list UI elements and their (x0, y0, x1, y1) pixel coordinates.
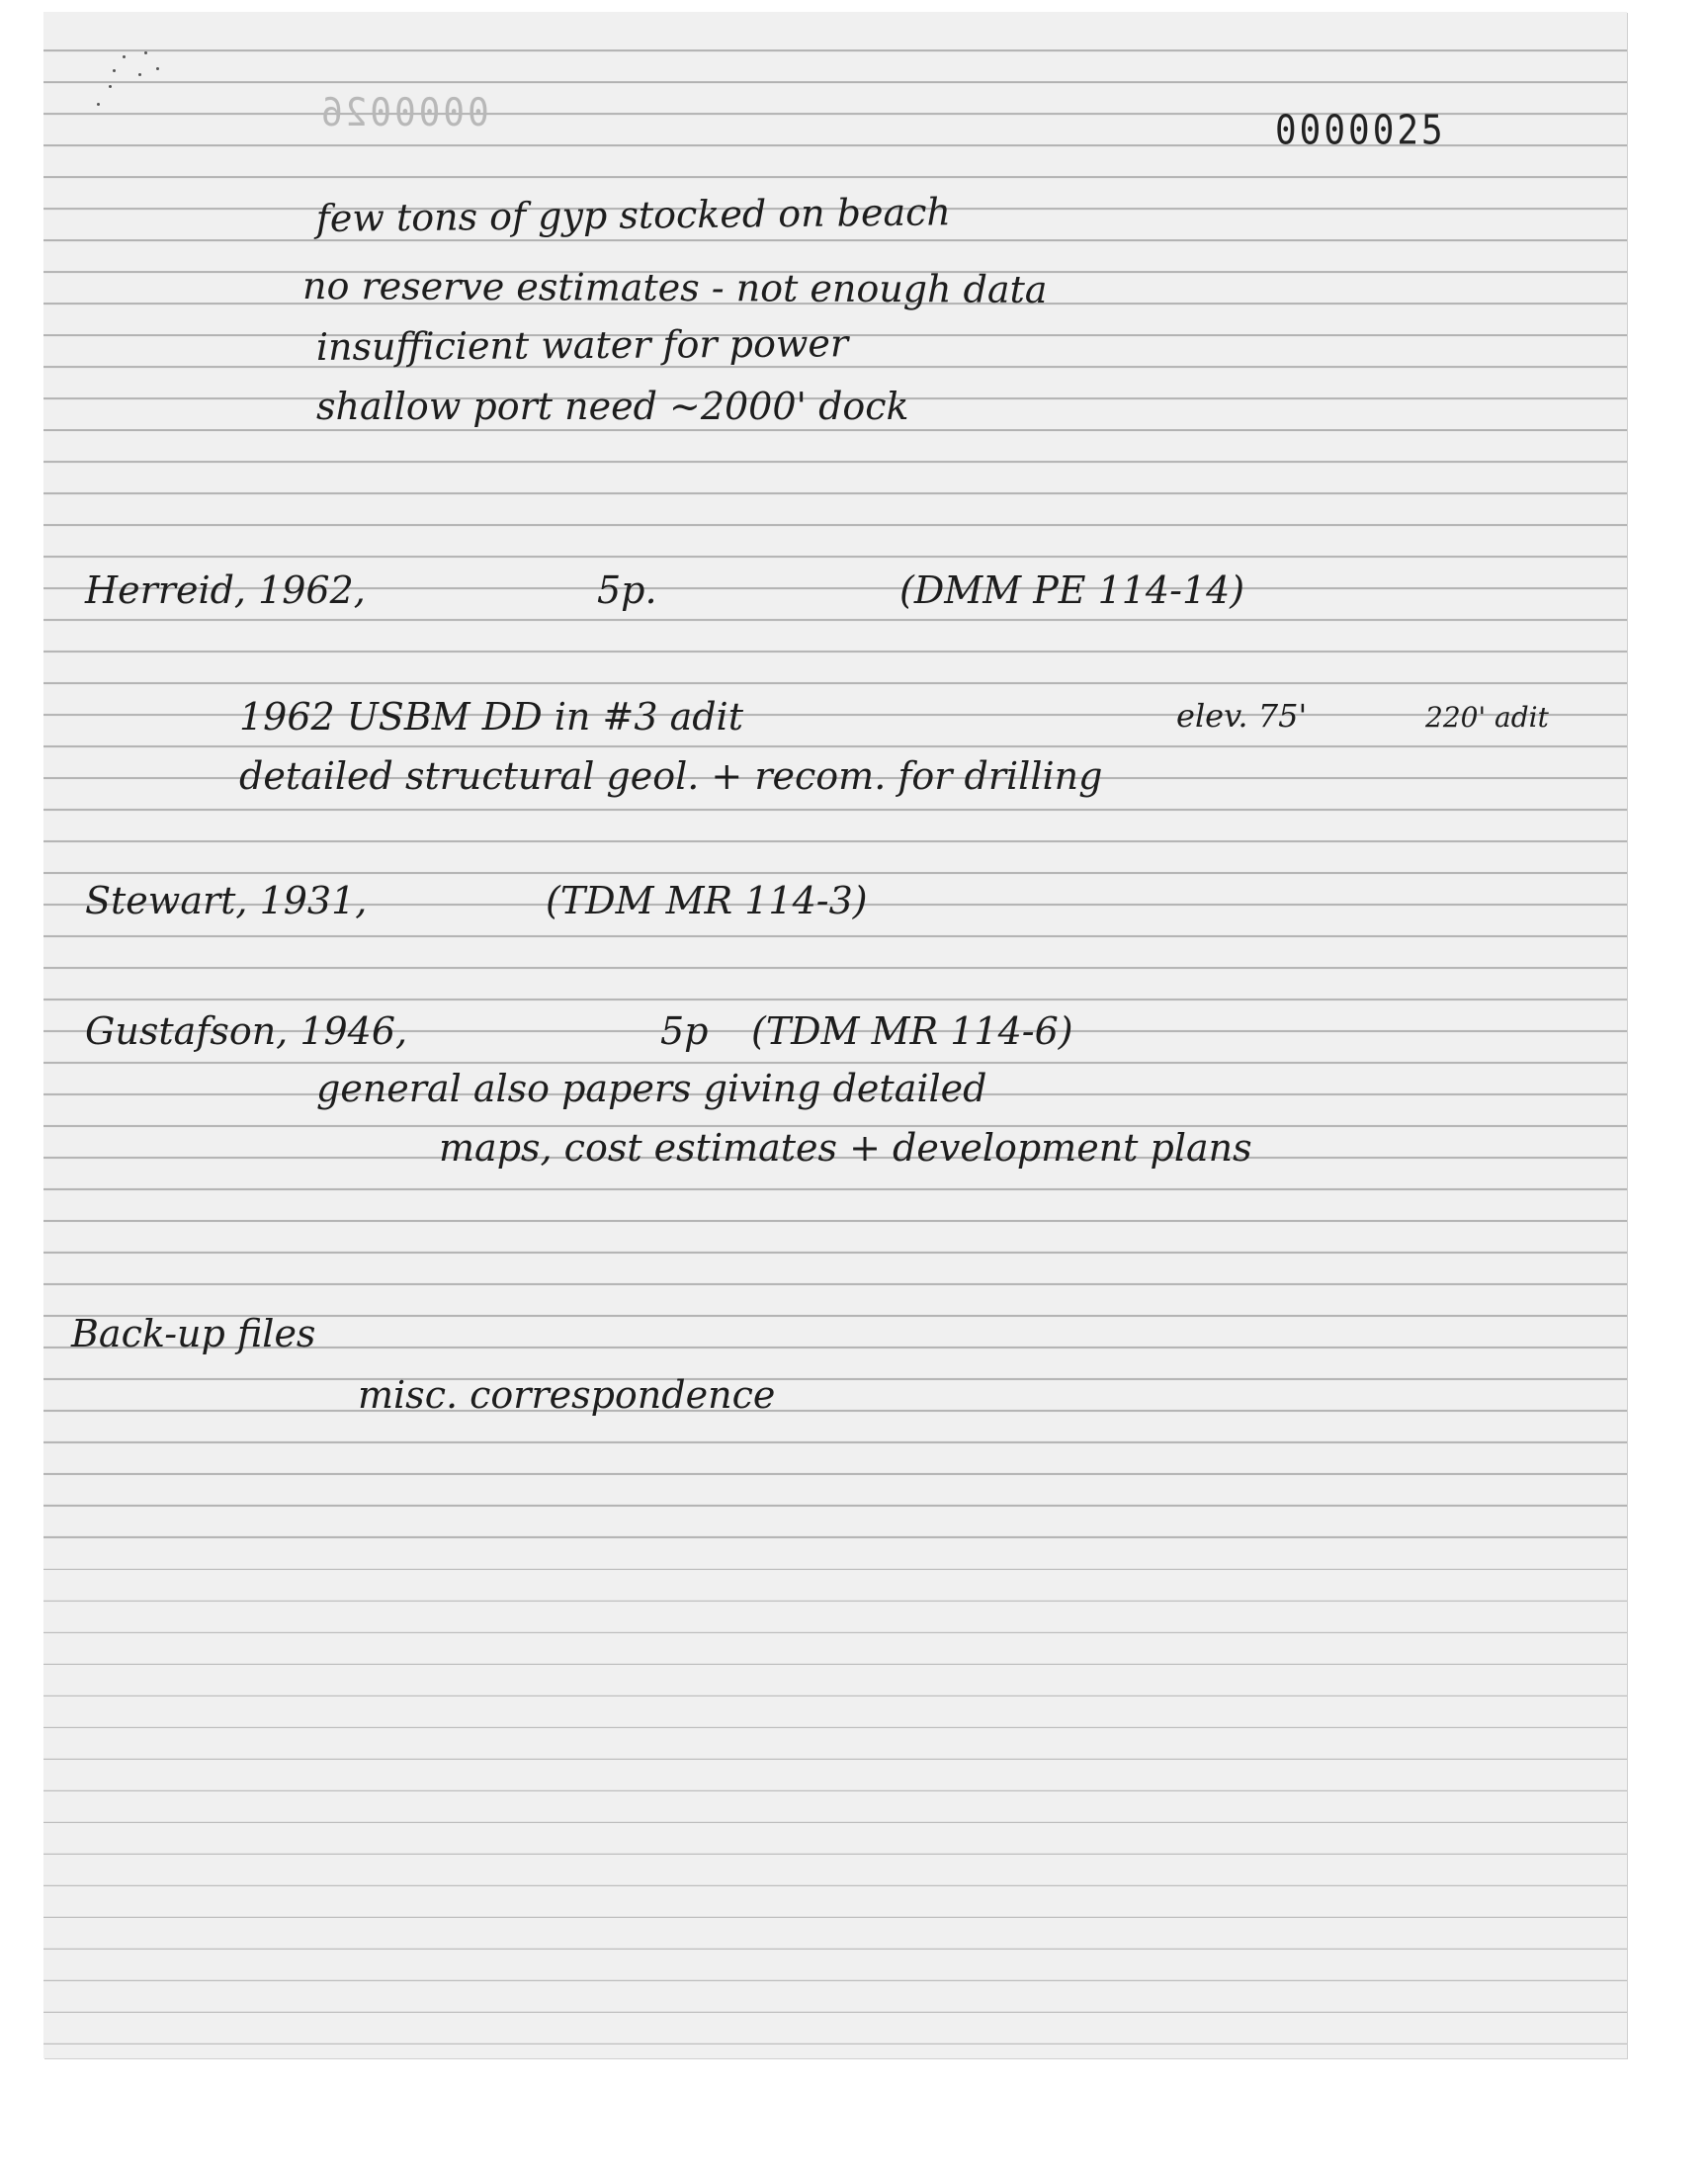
herreid-detail-1c: 220' adit (1425, 701, 1549, 734)
paper-specks (83, 51, 162, 111)
note-line-1: few tons of gyp stocked on beach (315, 190, 952, 240)
note-line-3: insufficient water for power (315, 321, 849, 369)
herreid-detail-1a: 1962 USBM DD in #3 adit (239, 695, 743, 739)
ref-gustafson: Gustafson, 1946, (85, 1009, 408, 1053)
gustafson-detail-2: maps, cost estimates + development plans (439, 1126, 1252, 1170)
stamp-number: 0000025 (1275, 107, 1446, 155)
ref-gustafson-code: (TDM MR 114-6) (751, 1009, 1073, 1053)
ghost-stamp-number: 0000026 (318, 90, 489, 136)
ref-gustafson-pages: 5p (660, 1009, 709, 1053)
ref-stewart-code: (TDM MR 114-3) (546, 879, 868, 922)
ref-herreid-pages: 5p. (597, 568, 657, 612)
lined-paper-sheet (43, 12, 1627, 2058)
note-line-2: no reserve estimates - not enough data (301, 264, 1048, 311)
herreid-detail-1b: elev. 75' (1176, 697, 1308, 735)
note-line-4: shallow port need ~2000' dock (316, 385, 909, 428)
backup-title: Back-up files (71, 1312, 316, 1355)
gustafson-detail-1: general also papers giving detailed (316, 1067, 987, 1110)
herreid-detail-2: detailed structural geol. + recom. for drilling (239, 754, 1103, 798)
ref-stewart: Stewart, 1931, (85, 879, 368, 922)
ref-herreid: Herreid, 1962, (85, 568, 366, 612)
backup-item: misc. correspondence (358, 1373, 776, 1417)
ref-herreid-code: (DMM PE 114-14) (899, 568, 1245, 612)
